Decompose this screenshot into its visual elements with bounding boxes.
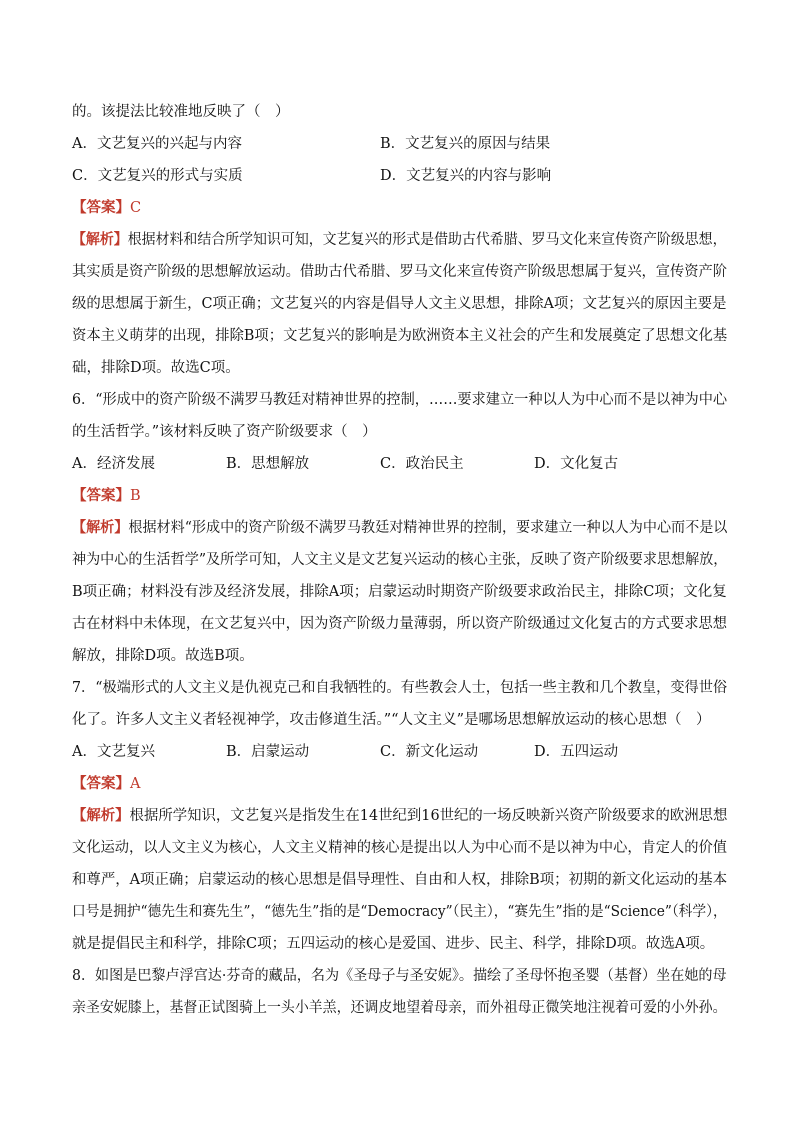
answer-value: B: [130, 488, 141, 504]
q7-answer: [72, 774, 727, 796]
q6-analysis-line-3: B项正确；材料没有涉及经济发展，排除A项；启蒙运动时期资产阶级要求政治民主，排除C项；文化复: [72, 584, 727, 600]
q6-stem-line-2: 的生活哲学。”该材料反映了资产阶级要求（ ）: [72, 424, 377, 440]
q5-answer: [72, 198, 727, 220]
analysis-tag: 【解析】: [72, 519, 129, 536]
q6-option-d: D．文化复古: [534, 456, 619, 472]
q5-option-d: D．文艺复兴的内容与影响: [380, 168, 552, 184]
q5-option-a: A．文艺复兴的兴起与内容: [72, 136, 242, 152]
answer-tag: 【答案】: [72, 199, 130, 216]
q5-analysis-line-2: 其实质是资产阶级的思想解放运动。借助古代希腊、罗马文化来宣传资产阶级思想属于复兴，宣传资产阶: [72, 264, 727, 280]
q7-analysis-line-1: [72, 806, 728, 828]
q5-analysis-line-1: [72, 230, 727, 252]
q7-option-b: B．启蒙运动: [226, 744, 310, 760]
q7-option-a: A．文艺复兴: [72, 744, 155, 760]
answer-tag: 【答案】: [72, 487, 130, 504]
analysis-tag: 【解析】: [72, 231, 128, 248]
q5-option-b: B．文艺复兴的原因与结果: [380, 136, 551, 152]
q6-analysis-line-2: 神为中心的生活哲学”及所学可知，人文主义是文艺复兴运动的核心主张，反映了资产阶级要求思想解放，: [72, 552, 728, 568]
q5-analysis-line-4: 资本主义萌芽的出现，排除B项；文艺复兴的影响是为欧洲资本主义社会的产生和发展奠定了思想文化基: [72, 328, 728, 344]
q5-analysis-line-5: 础，排除D项。故选C项。: [72, 360, 240, 376]
answer-value: A: [130, 776, 141, 792]
q6-option-a: A．经济发展: [72, 456, 155, 472]
q6-answer: [72, 486, 727, 508]
analysis-text: 根据所学知识，文艺复兴是指发生在14世纪到16世纪的一场反映新兴资产阶级要求的欧洲思想: [129, 808, 728, 824]
q6-analysis-line-5: 解放，排除D项。故选B项。: [72, 648, 254, 664]
q7-analysis-line-2: 文化运动，以人文主义为核心，人文主义精神的核心是提出以人为中心而不是以神为中心，肯定人的价值: [72, 840, 727, 856]
answer-value: C: [130, 200, 142, 216]
q5-option-c: C．文艺复兴的形式与实质: [72, 168, 243, 184]
q7-stem-line-1: 7．“极端形式的人文主义是仇视克己和自我牺牲的。有些教会人士，包括一些主教和几个教皇，变得世俗: [72, 680, 728, 696]
q6-analysis-line-1: [72, 518, 728, 540]
q7-analysis-line-3: 和尊严，A项正确；启蒙运动的核心思想是倡导理性、自由和人权，排除B项；初期的新文化运动的基本: [72, 872, 728, 888]
q7-analysis-line-5: 就是提倡民主和科学，排除C项；五四运动的核心是爱国、进步、民主、科学，排除D项。故选A项。: [72, 936, 715, 952]
q6-option-b: B．思想解放: [226, 456, 310, 472]
q5-stem-tail: 的。该提法比较准地反映了（ ）: [72, 104, 290, 120]
q7-analysis-line-4: 口号是拥护“德先生和赛先生”，“德先生”指的是“Democracy”（民主），“赛先生”指的是“Science”（科学），: [72, 904, 727, 920]
q8-stem-line-2: 亲圣安妮膝上，基督正试图骑上一头小羊羔，还调皮地望着母亲，而外祖母正微笑地注视着可爱的小外孙。: [72, 1000, 727, 1016]
q6-stem-line-1: 6．“形成中的资产阶级不满罗马教廷对精神世界的控制，……要求建立一种以人为中心而不是以神为中心: [72, 392, 728, 408]
analysis-tag: 【解析】: [72, 807, 130, 824]
analysis-text: 根据材料“形成中的资产阶级不满罗马教廷对精神世界的控制，要求建立一种以人为中心而不是以: [128, 520, 728, 536]
q7-option-c: C．新文化运动: [380, 744, 479, 760]
analysis-text: 根据材料和结合所学知识可知，文艺复兴的形式是借助古代希腊、罗马文化来宣传资产阶级思想，: [127, 232, 727, 248]
q6-option-c: C．政治民主: [380, 456, 464, 472]
answer-tag: 【答案】: [72, 775, 130, 792]
q5-analysis-line-3: 级的思想属于新生，C项正确；文艺复兴的内容是倡导人文主义思想，排除A项；文艺复兴的原因主要是: [72, 296, 727, 312]
q7-option-d: D．五四运动: [534, 744, 619, 760]
q8-stem-line-1: 8．如图是巴黎卢浮宫达·芬奇的藏品，名为《圣母子与圣安妮》。描绘了圣母怀抱圣婴（基督）坐在她的母: [72, 968, 727, 984]
q7-stem-line-2: 化了。许多人文主义者轻视神学，攻击修道生活。”“人文主义”是哪场思想解放运动的核心思想（ ）: [72, 712, 711, 728]
q6-analysis-line-4: 古在材料中未体现，在文艺复兴中，因为资产阶级力量薄弱，所以资产阶级通过文化复古的方式要求思想: [72, 616, 727, 632]
